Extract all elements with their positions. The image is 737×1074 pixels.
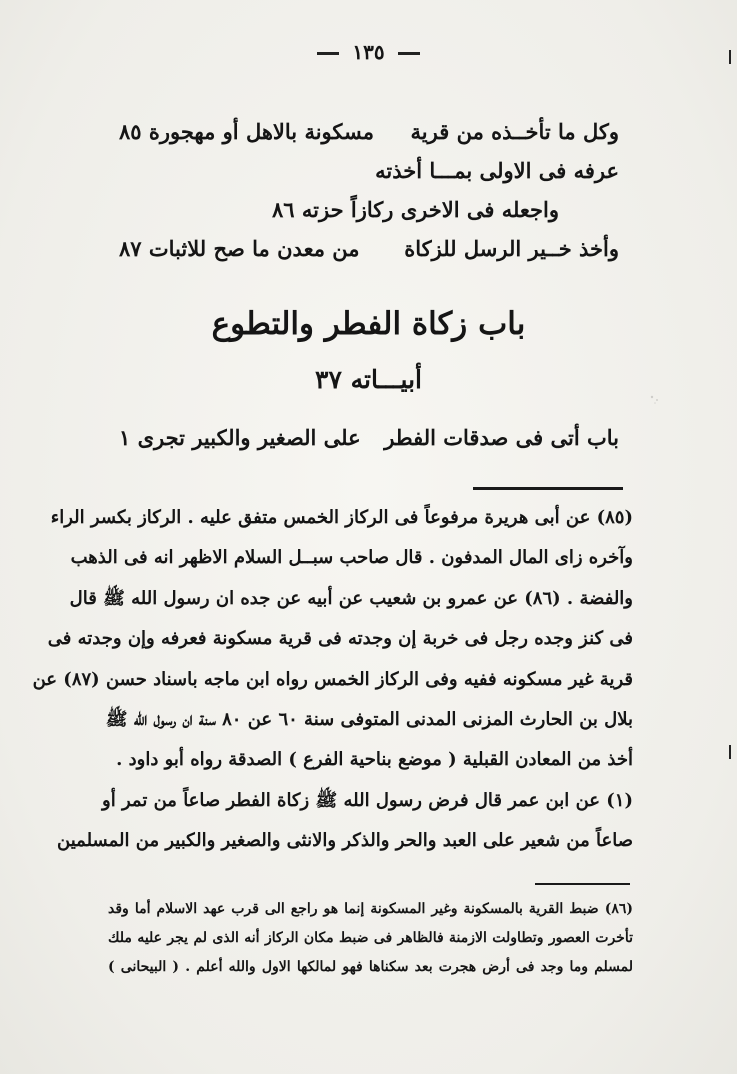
verse-hemistich-first: باب أتى فى صدقات الفطر (384, 425, 619, 450)
verse-86 (119, 192, 619, 228)
verse-hemistich-second: على الصغير والكبير تجرى ١ (119, 425, 361, 450)
verse-87 (119, 231, 619, 267)
verse-hemistich-second: مسكونة بالاهل أو مهجورة ٨٥ (119, 119, 374, 144)
verse-hemistich-first: عرفه فى الاولى بمـــا أخذته (375, 158, 619, 183)
footnote-line: تأخرت العصور وتطاولت الازمنة فالظاهر فى ضبط مكان الركاز أنه الذى لم يجر عليه ملك (108, 930, 633, 946)
commentary-line: فى كنز وجده رجل فى خربة إن وجدته فى قرية مسكونة فعرفه وإن وجدته فى (47, 628, 633, 650)
chapter-title: باب زكاة الفطر والتطوع (211, 306, 526, 342)
page-number (0, 40, 737, 64)
commentary-line: صاعاً من شعير على العبد والحر والذكر والانثى والصغير والكبير من المسلمين (57, 830, 633, 852)
page-number-dash-right (398, 52, 420, 55)
commentary-line: والفضة . (٨٦) عن عمرو بن شعيب عن أبيه عن جده ان رسول الله ﷺ قال (69, 587, 633, 609)
verse-hemistich-first: وأخذ خــير الرسل للزكاة (404, 236, 619, 261)
chapter-first-verse (119, 420, 619, 456)
commentary-line: أخذ من المعادن القبلية ( موضع بناحية الفرع ) الصدقة رواه أبو داود . (116, 749, 633, 771)
commentary-line: (٨٥) عن أبى هريرة مرفوعاً فى الركاز الخمس متفق عليه . الركاز بكسر الراء (50, 507, 633, 528)
verse-85-continued (119, 153, 619, 189)
footnote-line: (٨٦) ضبط القرية بالمسكونة وغير المسكونة إنما هو راجع الى قرب عهد الاسلام أما وقد (108, 901, 633, 917)
page-number-text: ١٣٥ (352, 40, 385, 64)
footnote-rule (535, 883, 630, 885)
verse-85 (119, 114, 619, 150)
separator-rule (473, 487, 623, 490)
paper-speck (648, 392, 662, 406)
commentary-line: بلال بن الحارث المزنى المدنى المتوفى سنة ٦٠ عن ٨٠ سنة ان رسول الله ﷺ (105, 708, 633, 730)
verse-hemistich-first: واجعله فى الاخرى ركازاً حزته ٨٦ (272, 197, 559, 222)
page-number-dash-left (317, 52, 339, 55)
chapter-verse-count: أبيـــاته ٣٧ (315, 365, 422, 394)
commentary-line: وآخره زاى المال المدفون . قال صاحب سبــل السلام الاظهر انه فى الذهب (70, 547, 633, 569)
verse-hemistich-first: وكل ما تأخــذه من قرية (410, 119, 619, 144)
commentary-line: (١) عن ابن عمر قال فرض رسول الله ﷺ زكاة الفطر صاعاً من تمر أو (102, 789, 633, 811)
commentary-line: قرية غير مسكونه ففيه وفى الركاز الخمس رواه ابن ماجه باسناد حسن (٨٧) عن (32, 668, 633, 690)
footnote-line: لمسلم وما وجد فى أرض هجرت بعد سكناها فهو لمالكها الاول والله أعلم . ( البيحانى ) (108, 959, 633, 975)
verse-hemistich-second: من معدن ما صح للاثبات ٨٧ (119, 236, 360, 261)
commentary-block (32, 498, 633, 862)
margin-mark (729, 745, 731, 759)
margin-mark (729, 50, 731, 64)
footnote-block (108, 895, 633, 982)
